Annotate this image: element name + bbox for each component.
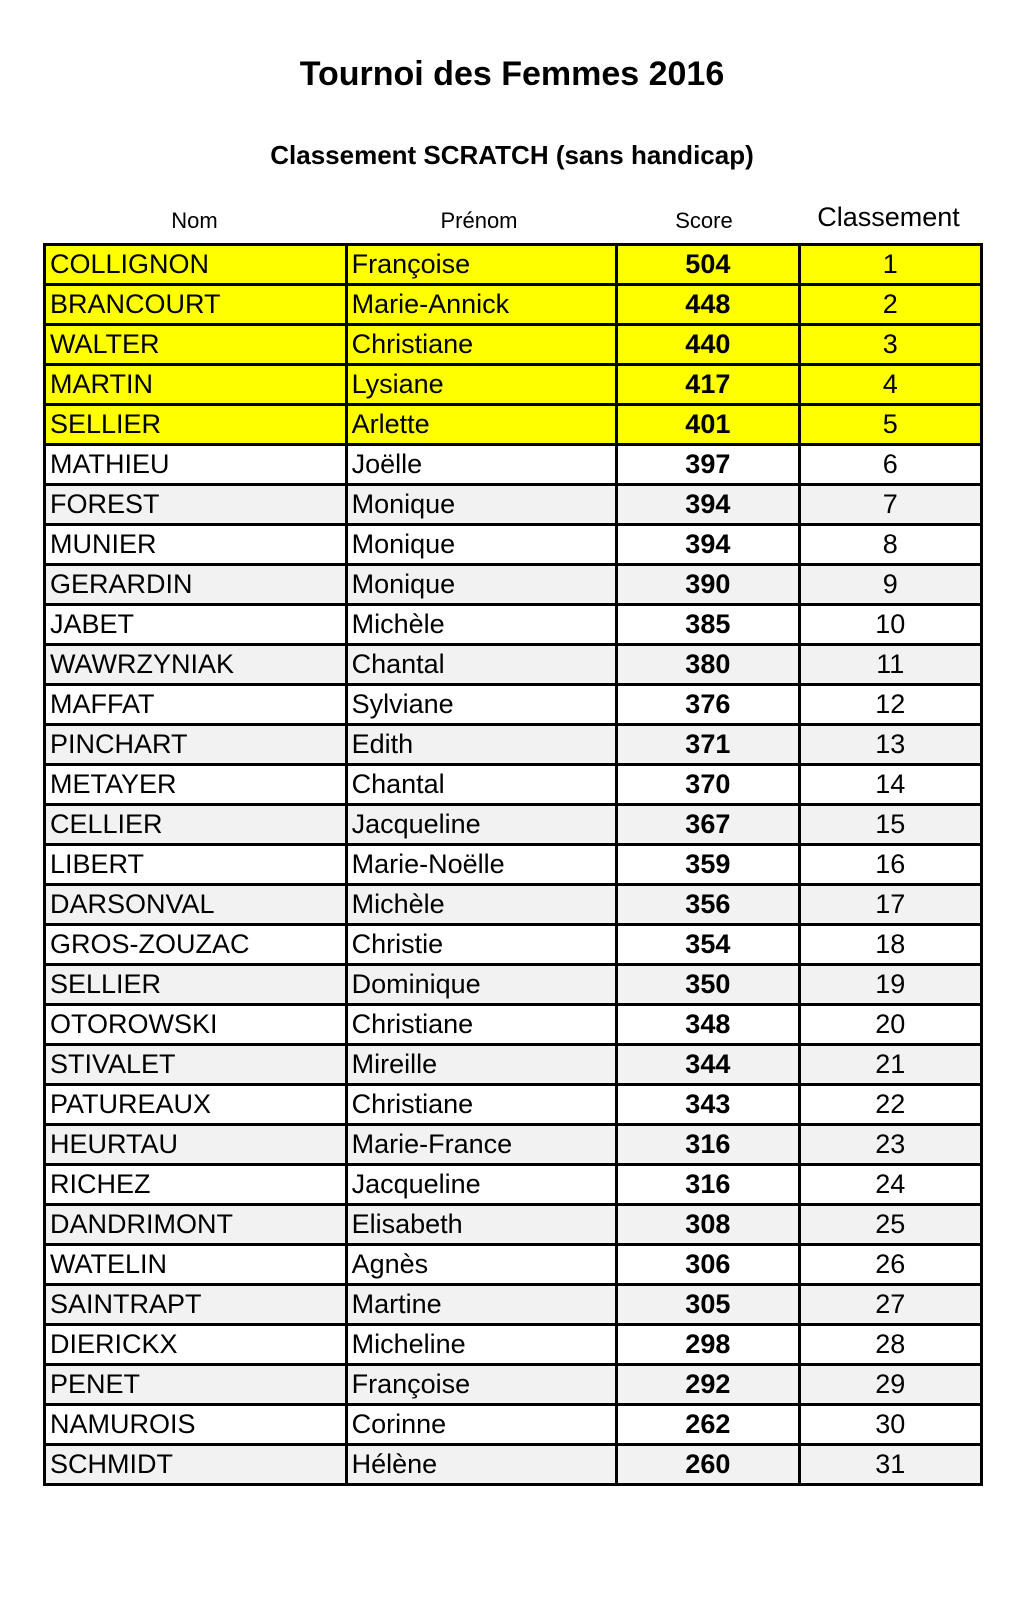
firstname-cell: Hélène — [346, 1445, 617, 1485]
firstname-cell: Edith — [346, 725, 617, 765]
score-cell: 394 — [617, 525, 799, 565]
score-cell: 504 — [617, 245, 799, 285]
score-cell: 385 — [617, 605, 799, 645]
table-row — [45, 1405, 982, 1445]
firstname-cell: Marie-Annick — [346, 285, 617, 325]
rank-cell: 23 — [799, 1125, 981, 1165]
table-row — [45, 1165, 982, 1205]
rank-cell: 12 — [799, 685, 981, 725]
table-row — [45, 845, 982, 885]
name-cell: PENET — [45, 1365, 347, 1405]
table-row — [45, 1245, 982, 1285]
score-cell: 343 — [617, 1085, 799, 1125]
rank-cell: 18 — [799, 925, 981, 965]
table-row — [45, 1125, 982, 1165]
score-cell: 397 — [617, 445, 799, 485]
rank-cell: 3 — [799, 325, 981, 365]
firstname-cell: Chantal — [346, 765, 617, 805]
column-header-nom: Nom — [171, 208, 218, 233]
rank-cell: 14 — [799, 765, 981, 805]
table-row — [45, 1045, 982, 1085]
name-cell: RICHEZ — [45, 1165, 347, 1205]
firstname-cell: Marie-France — [346, 1125, 617, 1165]
rank-cell: 4 — [799, 365, 981, 405]
score-cell: 316 — [617, 1165, 799, 1205]
score-cell: 390 — [617, 565, 799, 605]
rank-cell: 10 — [799, 605, 981, 645]
firstname-cell: Agnès — [346, 1245, 617, 1285]
table-row — [45, 285, 982, 325]
name-cell: STIVALET — [45, 1045, 347, 1085]
name-cell: PATUREAUX — [45, 1085, 347, 1125]
name-cell: NAMUROIS — [45, 1405, 347, 1445]
firstname-cell: Michèle — [346, 885, 617, 925]
score-cell: 417 — [617, 365, 799, 405]
score-cell: 359 — [617, 845, 799, 885]
name-cell: METAYER — [45, 765, 347, 805]
column-header-classement: Classement — [817, 202, 960, 232]
name-cell: BRANCOURT — [45, 285, 347, 325]
table-row — [45, 1085, 982, 1125]
firstname-cell: Christiane — [346, 1085, 617, 1125]
name-cell: OTOROWSKI — [45, 1005, 347, 1045]
name-cell: WATELIN — [45, 1245, 347, 1285]
table-row — [45, 685, 982, 725]
table-row — [45, 645, 982, 685]
name-cell: SCHMIDT — [45, 1445, 347, 1485]
rank-cell: 29 — [799, 1365, 981, 1405]
score-cell: 348 — [617, 1005, 799, 1045]
table-row — [45, 725, 982, 765]
rank-cell: 27 — [799, 1285, 981, 1325]
name-cell: HEURTAU — [45, 1125, 347, 1165]
table-row — [45, 405, 982, 445]
rank-cell: 19 — [799, 965, 981, 1005]
rank-cell: 17 — [799, 885, 981, 925]
firstname-cell: Françoise — [346, 245, 617, 285]
table-row — [45, 1445, 982, 1485]
score-cell: 260 — [617, 1445, 799, 1485]
name-cell: CELLIER — [45, 805, 347, 845]
score-cell: 298 — [617, 1325, 799, 1365]
rank-cell: 21 — [799, 1045, 981, 1085]
rank-cell: 16 — [799, 845, 981, 885]
firstname-cell: Martine — [346, 1285, 617, 1325]
rank-cell: 20 — [799, 1005, 981, 1045]
name-cell: SELLIER — [45, 405, 347, 445]
score-cell: 401 — [617, 405, 799, 445]
firstname-cell: Jacqueline — [346, 805, 617, 845]
name-cell: DANDRIMONT — [45, 1205, 347, 1245]
ranking-table — [43, 243, 983, 1486]
name-cell: SAINTRAPT — [45, 1285, 347, 1325]
firstname-cell: Corinne — [346, 1405, 617, 1445]
firstname-cell: Michèle — [346, 605, 617, 645]
table-row — [45, 925, 982, 965]
firstname-cell: Dominique — [346, 965, 617, 1005]
name-cell: GROS-ZOUZAC — [45, 925, 347, 965]
rank-cell: 13 — [799, 725, 981, 765]
page-title: Tournoi des Femmes 2016 — [299, 55, 725, 93]
firstname-cell: Christiane — [346, 325, 617, 365]
rank-cell: 25 — [799, 1205, 981, 1245]
rank-cell: 26 — [799, 1245, 981, 1285]
firstname-cell: Micheline — [346, 1325, 617, 1365]
firstname-cell: Jacqueline — [346, 1165, 617, 1205]
score-cell: 371 — [617, 725, 799, 765]
name-cell: MAFFAT — [45, 685, 347, 725]
rank-cell: 15 — [799, 805, 981, 845]
score-cell: 262 — [617, 1405, 799, 1445]
table-header-row — [44, 202, 982, 236]
name-cell: COLLIGNON — [45, 245, 347, 285]
rank-cell: 28 — [799, 1325, 981, 1365]
score-cell: 376 — [617, 685, 799, 725]
table-row — [45, 765, 982, 805]
rank-cell: 5 — [799, 405, 981, 445]
firstname-cell: Monique — [346, 525, 617, 565]
name-cell: MUNIER — [45, 525, 347, 565]
name-cell: FOREST — [45, 485, 347, 525]
rank-cell: 9 — [799, 565, 981, 605]
name-cell: WALTER — [45, 325, 347, 365]
table-row — [45, 885, 982, 925]
name-cell: SELLIER — [45, 965, 347, 1005]
rank-cell: 2 — [799, 285, 981, 325]
firstname-cell: Lysiane — [346, 365, 617, 405]
table-row — [45, 1005, 982, 1045]
name-cell: GERARDIN — [45, 565, 347, 605]
score-cell: 350 — [617, 965, 799, 1005]
firstname-cell: Elisabeth — [346, 1205, 617, 1245]
ranking-table-body — [45, 245, 982, 1485]
firstname-cell: Sylviane — [346, 685, 617, 725]
table-row — [45, 245, 982, 285]
table-row — [45, 485, 982, 525]
firstname-cell: Christiane — [346, 1005, 617, 1045]
score-cell: 380 — [617, 645, 799, 685]
score-cell: 448 — [617, 285, 799, 325]
table-row — [45, 1365, 982, 1405]
table-row — [45, 1205, 982, 1245]
firstname-cell: Christie — [346, 925, 617, 965]
firstname-cell: Monique — [346, 565, 617, 605]
score-cell: 354 — [617, 925, 799, 965]
rank-cell: 24 — [799, 1165, 981, 1205]
rank-cell: 11 — [799, 645, 981, 685]
table-row — [45, 965, 982, 1005]
table-row — [45, 1285, 982, 1325]
name-cell: WAWRZYNIAK — [45, 645, 347, 685]
table-row — [45, 525, 982, 565]
firstname-cell: Chantal — [346, 645, 617, 685]
rank-cell: 30 — [799, 1405, 981, 1445]
name-cell: MARTIN — [45, 365, 347, 405]
score-cell: 394 — [617, 485, 799, 525]
score-cell: 292 — [617, 1365, 799, 1405]
table-row — [45, 605, 982, 645]
rank-cell: 8 — [799, 525, 981, 565]
score-cell: 316 — [617, 1125, 799, 1165]
score-cell: 305 — [617, 1285, 799, 1325]
score-cell: 308 — [617, 1205, 799, 1245]
table-row — [45, 445, 982, 485]
rank-cell: 6 — [799, 445, 981, 485]
score-cell: 344 — [617, 1045, 799, 1085]
firstname-cell: Arlette — [346, 405, 617, 445]
score-cell: 370 — [617, 765, 799, 805]
table-row — [45, 805, 982, 845]
column-header-prenom: Prénom — [440, 208, 518, 233]
rank-cell: 1 — [799, 245, 981, 285]
page-subtitle: Classement SCRATCH (sans handicap) — [270, 140, 754, 170]
table-row — [45, 325, 982, 365]
firstname-cell: Monique — [346, 485, 617, 525]
table-row — [45, 365, 982, 405]
score-cell: 306 — [617, 1245, 799, 1285]
name-cell: PINCHART — [45, 725, 347, 765]
name-cell: DARSONVAL — [45, 885, 347, 925]
score-cell: 356 — [617, 885, 799, 925]
column-header-score: Score — [675, 208, 733, 233]
name-cell: DIERICKX — [45, 1325, 347, 1365]
rank-cell: 7 — [799, 485, 981, 525]
firstname-cell: Joëlle — [346, 445, 617, 485]
name-cell: JABET — [45, 605, 347, 645]
table-row — [45, 565, 982, 605]
name-cell: LIBERT — [45, 845, 347, 885]
firstname-cell: Françoise — [346, 1365, 617, 1405]
table-row — [45, 1325, 982, 1365]
score-cell: 367 — [617, 805, 799, 845]
name-cell: MATHIEU — [45, 445, 347, 485]
score-cell: 440 — [617, 325, 799, 365]
firstname-cell: Mireille — [346, 1045, 617, 1085]
rank-cell: 31 — [799, 1445, 981, 1485]
firstname-cell: Marie-Noëlle — [346, 845, 617, 885]
rank-cell: 22 — [799, 1085, 981, 1125]
